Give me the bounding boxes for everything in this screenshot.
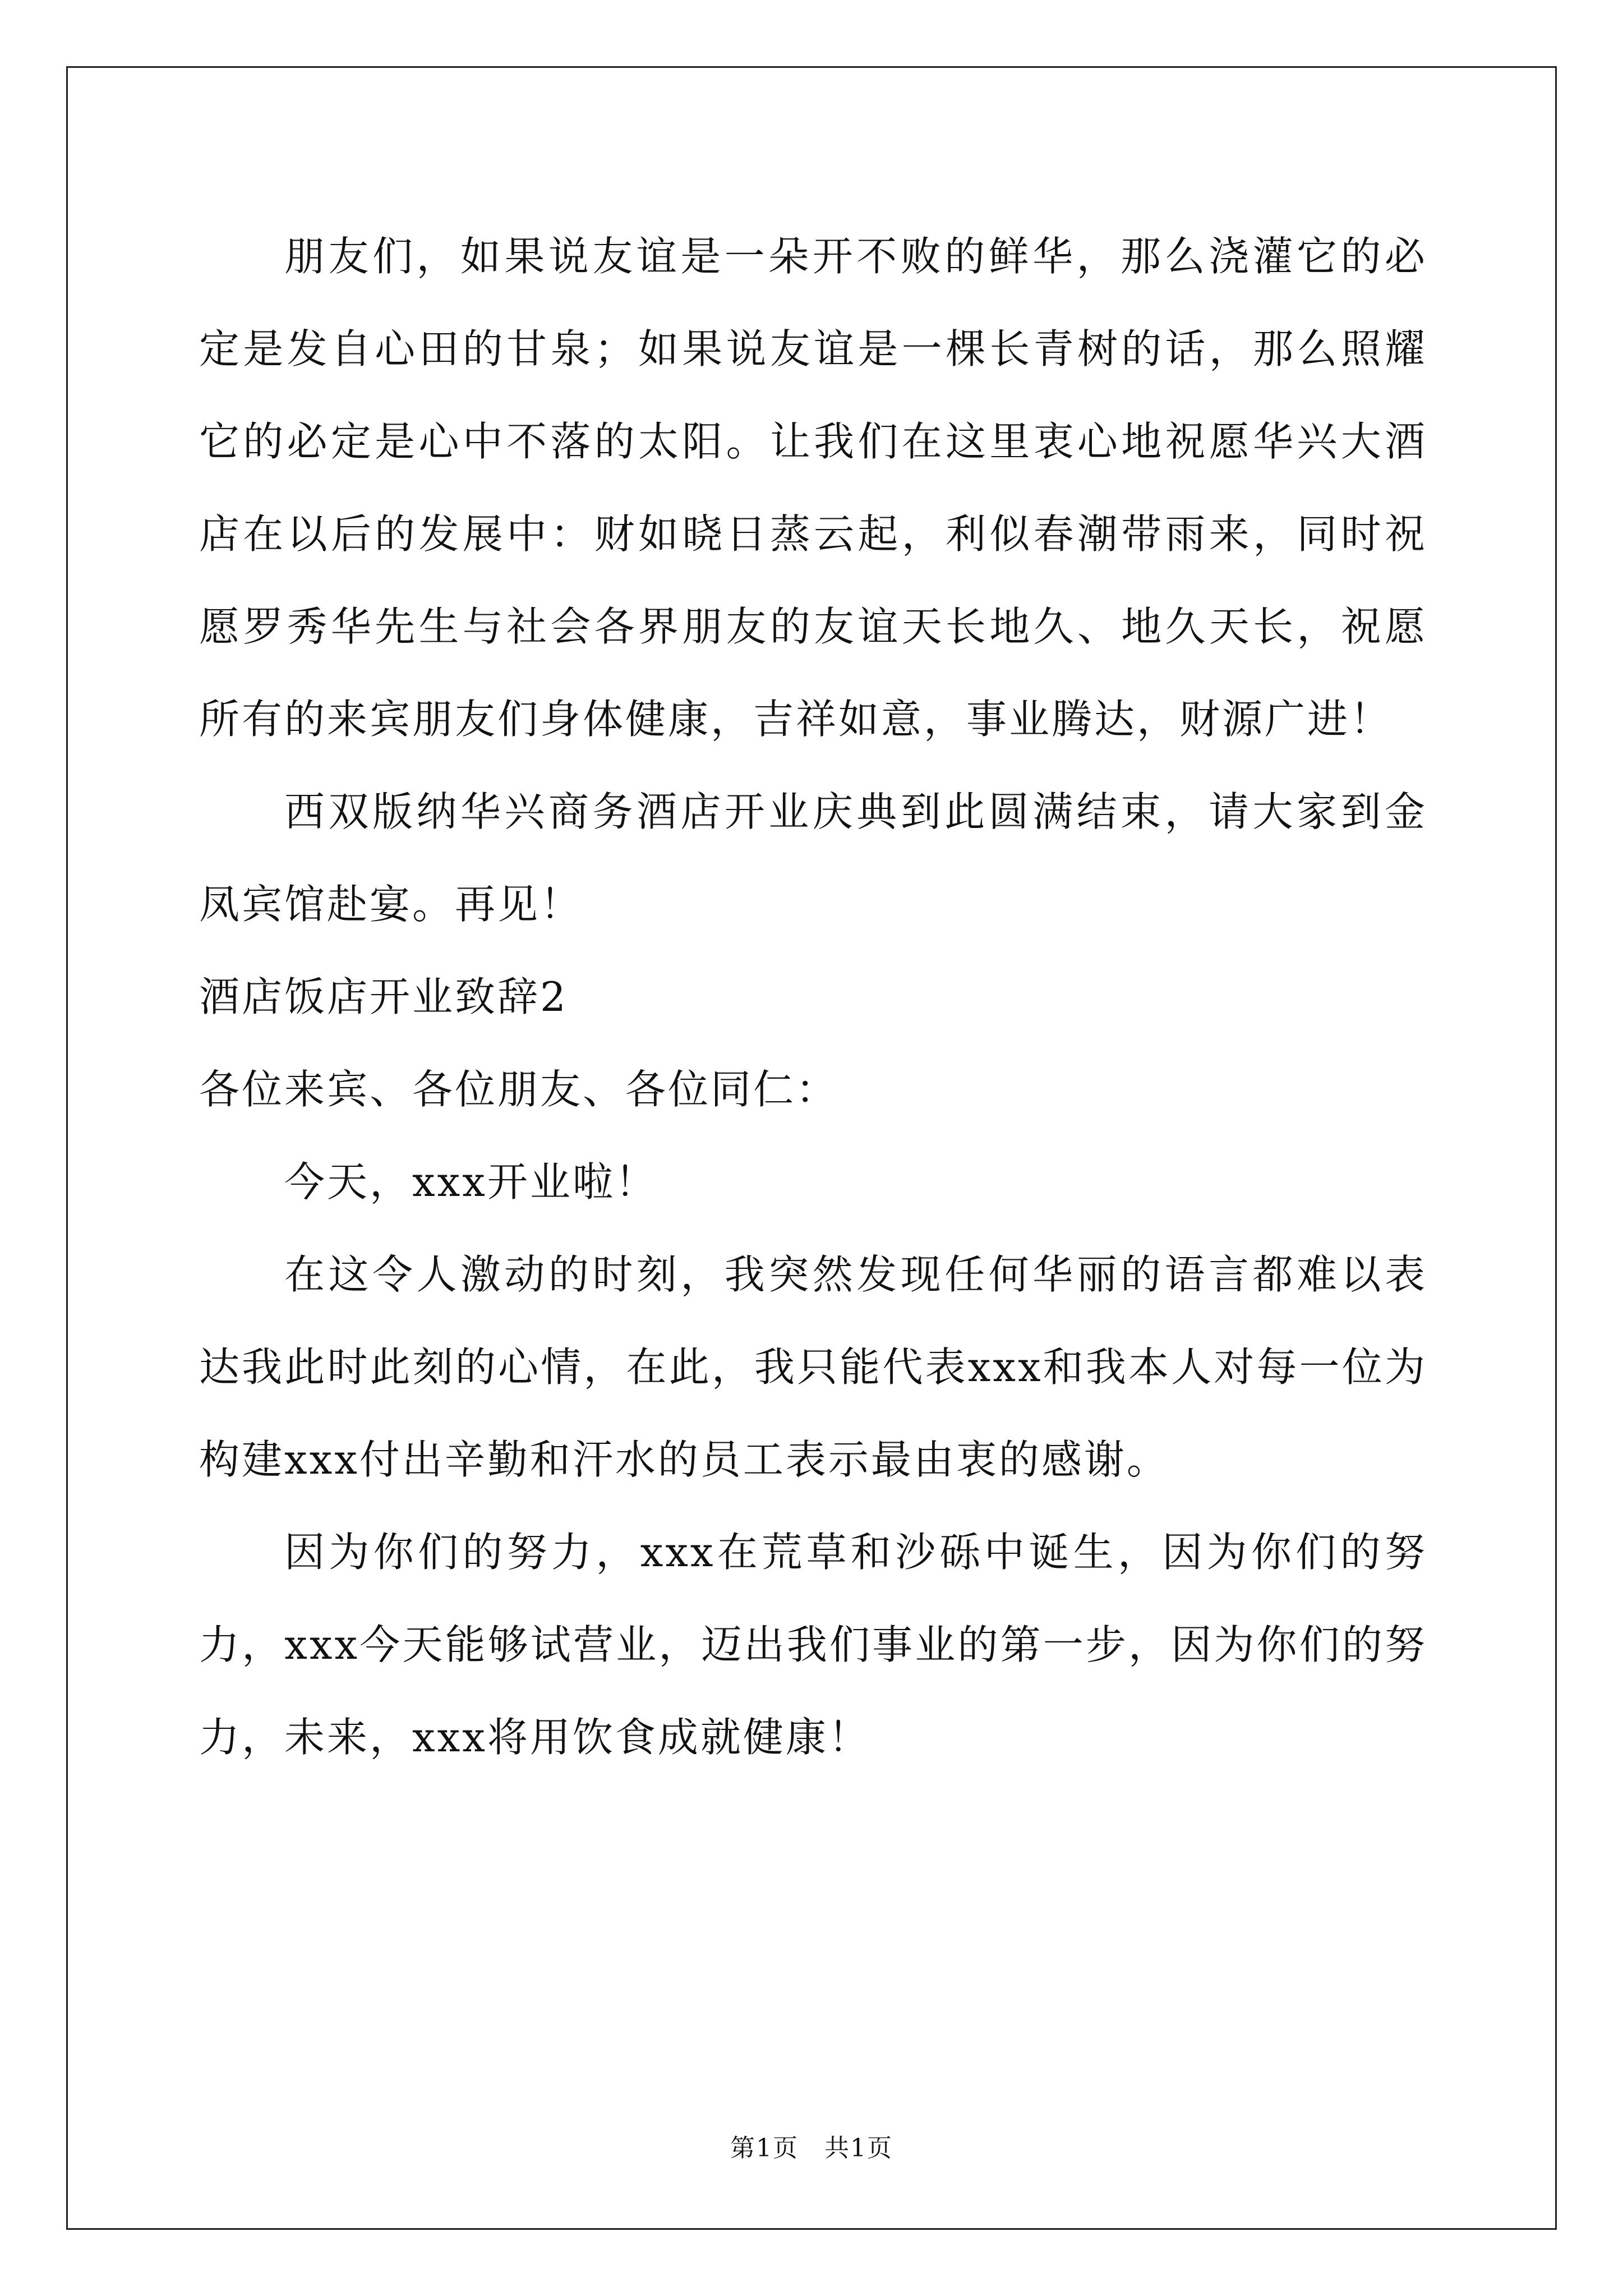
paragraph-ceremony-end: 西双版纳华兴商务酒店开业庆典到此圆满结束，请大家到金凤宾馆赴宴。再见！ <box>199 788 1427 928</box>
paragraph-friendship-wishes: 朋友们，如果说友谊是一朵开不败的鲜华，那么浇灌它的必定是发自心田的甘泉；如果说友谊是一棵长青树的话，那么照耀它的必定是心中不落的太阳。让我们在这里衷心地祝愿华兴大酒店在以后的发展中：财如晓日蒸云起，利似春潮带雨来，同时祝愿罗秀华先生与社会各界朋友的友谊天长地久、地久天长，祝愿所有的来宾朋友们身体健康，吉祥如意，事业腾达，财源广进！ <box>199 233 1427 743</box>
page-number-footer: 第1页 共1页 <box>730 2134 893 2162</box>
paragraph-opening: 今天，xxx开业啦！ <box>284 1158 658 1205</box>
document-body <box>199 210 1427 1784</box>
salutation: 各位来宾、各位朋友、各位同仁： <box>199 1066 839 1113</box>
paragraph-thanks: 在这令人激动的时刻，我突然发现任何华丽的语言都难以表达我此时此刻的心情，在此，我只能代表xxx和我本人对每一位为构建xxx付出辛勤和汗水的员工表示最由衷的感谢。 <box>199 1251 1427 1483</box>
section-heading: 酒店饭店开业致辞2 <box>199 973 568 1020</box>
paragraph-efforts: 因为你们的努力，xxx在荒草和沙砾中诞生，因为你们的努力，xxx今天能够试营业，迈出我们事业的第一步，因为你们的努力，未来，xxx将用饮食成就健康！ <box>199 1529 1427 1761</box>
